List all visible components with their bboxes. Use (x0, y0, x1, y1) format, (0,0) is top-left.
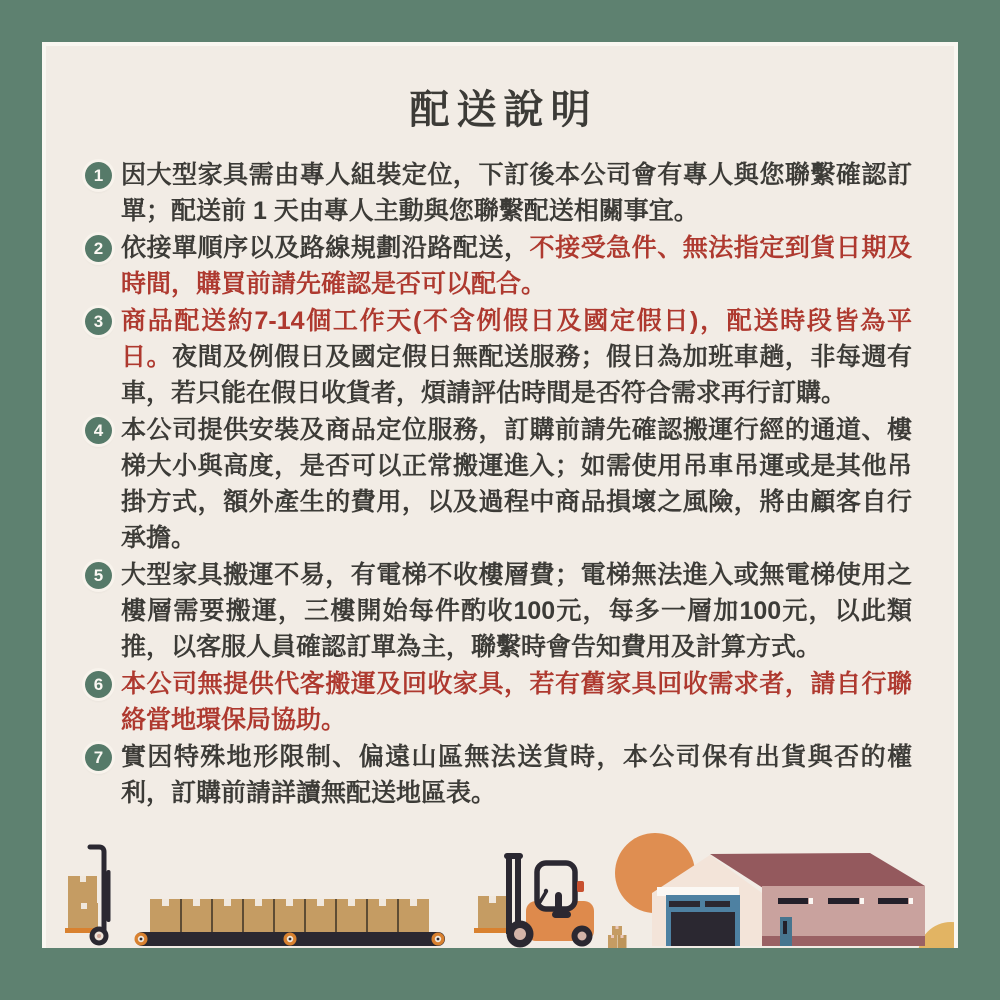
warehouse-building (652, 853, 925, 946)
list-item (85, 157, 912, 229)
mast (506, 856, 512, 934)
tail-light (577, 881, 584, 892)
item-number-badge: 3 (85, 308, 112, 335)
item-text (121, 303, 912, 411)
text-segment-dark: 實因特殊地形限制、偏遠山區無法送貨時，本公司保有出貨與否的權利，訂購前請詳讀無配送地區表。 (121, 743, 912, 807)
wheel-hub (514, 928, 526, 940)
item-number-badge: 6 (85, 671, 112, 698)
notice-panel (42, 42, 958, 948)
steering-knob (544, 889, 548, 893)
box-notch (81, 903, 87, 909)
side-door-window (783, 921, 787, 934)
box-notch (80, 876, 86, 882)
item-text (121, 230, 912, 302)
item-number-badge: 7 (85, 744, 112, 771)
item-text (121, 739, 912, 811)
text-segment-red: 不接受急件、無法指定到貨日期及時間，購買前請先確認是否可以配合。 (121, 234, 912, 298)
garage-lintel (657, 887, 739, 896)
list-item (85, 739, 912, 811)
item-text (121, 557, 912, 665)
text-segment-dark: 依接單順序以及路線規劃沿路配送， (121, 234, 530, 262)
item-text (121, 666, 912, 738)
conveyor-belt (135, 899, 446, 946)
text-segment-red: 商品配送約7-14個工作天(不含例假日及國定假日)，配送時段皆為平日。 (121, 307, 912, 371)
box-notch (489, 896, 496, 903)
wheel-dot (97, 934, 101, 938)
hand-truck (65, 847, 109, 946)
item-number-badge: 5 (85, 562, 112, 589)
list-item (85, 666, 912, 738)
text-segment-dark: 本公司提供安裝及商品定位服務，訂購前請先確認搬運行經的通道、樓梯大小與高度，是否可以正常搬運進入；如需使用吊車吊運或是其他吊掛方式，額外產生的費用，以及過程中商品損壞之風險，將由顧客自行承擔。 (121, 416, 912, 552)
item-number-badge: 1 (85, 162, 112, 189)
mast-cap (504, 853, 523, 859)
page-title: 配送說明 (409, 88, 598, 132)
list-item (85, 557, 912, 665)
forklift (474, 853, 594, 948)
warehouse-illustration (46, 828, 954, 948)
text-segment-dark: 夜間及例假日及國定假日無配送服務；假日為加班車趟，非每週有車，若只能在假日收貨者，煩請評估時間是否符合需求再行訂購。 (121, 343, 912, 407)
delivery-notes-list (46, 157, 954, 811)
list-item (85, 412, 912, 556)
item-number-badge: 4 (85, 417, 112, 444)
text-segment-red: 本公司無提供代客搬運及回收家具，若有舊家具回收需求者，請自行聯絡當地環保局協助。 (121, 670, 912, 734)
item-text (121, 157, 912, 229)
item-number-badge: 2 (85, 235, 112, 262)
warehouse-window-slits (778, 898, 913, 904)
seat-cushion (552, 911, 571, 918)
garage-slot (705, 901, 730, 907)
item-text (121, 412, 912, 556)
garage-rolling-door (671, 912, 735, 946)
list-item (85, 303, 912, 411)
wheel-hub (578, 932, 587, 941)
text-segment-dark: 大型家具搬運不易，有電梯不收樓層費；電梯無法進入或無電梯使用之樓層需要搬運，三樓開始每件酌收100元，每多一層加100元，以此類推，以客服人員確認訂單為主，聯繫時會告知費用及計算方式。 (121, 561, 912, 661)
text-segment-dark: 因大型家具需由專人組裝定位，下訂後本公司會有專人與您聯繫確認訂單；配送前 1 天由專人主動與您聯繫配送相關事宜。 (121, 161, 912, 225)
list-item (85, 230, 912, 302)
garage-slot (669, 901, 700, 907)
small-box-stack (608, 926, 627, 948)
